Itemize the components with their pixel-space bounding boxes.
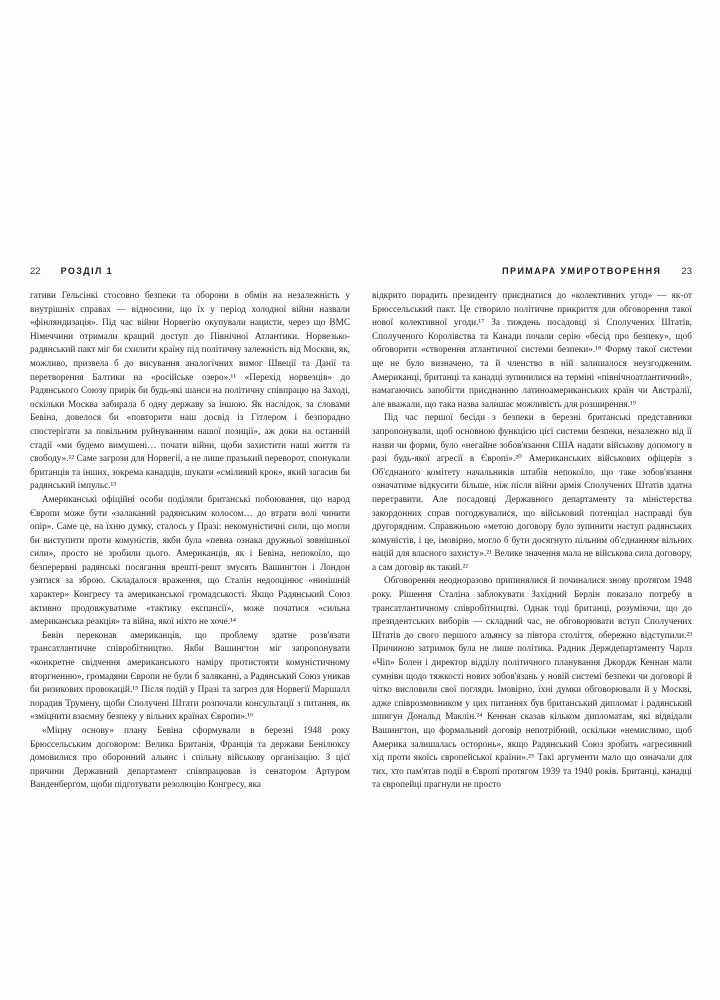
right-page-number: 23: [681, 266, 692, 277]
paragraph: відкрито порадить президенту приєднатися до «колективних угод» — як-от Брюссельський пакт. Це створило політичне прикриття для обговорення такої нової колективної угоди.¹⁷ За тиждень посадовці зі Сполучених Штатів, Сполученого Королівства та Канади почали серію «бесід про безпеку», щоб обговорити «створення атлантичної системи безпеки».¹⁸ Форму такої системи ще не було визначено, та й членство в ній залишалося неузгодженим. Американці, британці та канадці зупинилися на терміні «північноатлантичний», намагаючись запобігти приєднанню латиноамериканських країн чи Австралії, але вважали, що така назва залишає можливість для розширення.¹⁹: [372, 291, 692, 410]
paragraph: Бевін переконав американців, що проблему здатне розв'язати трансатлантичне співробітництво. Якби Вашингтон міг запропонувати «конкретне свідчення американського наміру протистояти комуністичному вторгненню», громадяни Європи не були б заляканні, а Радянський Союз уникав би ризикових провокацій.¹⁵ Після подій у Празі та загроз для Норвегії Маршалл порадив Трумену, щоби Сполучені Штати розпочали консультації з питання, як «зміцнити взаємну безпеку у вільних країнах Європи».¹⁶: [30, 630, 350, 723]
paragraph: гативи Гельсінкі стосовно безпеки та оборони в обмін на незалежність у внутрішніх справах — відносини, що їх у період холодної війни назвали «фінляндизація». Під час війни Норвегію окупували нацисти, через що ВМС Німеччини отримали кращий доступ до Північної Атлантики. Норвезько-радянський пакт міг би схилити країну під політичну залежність від Москви, як, можливо, призвела б до висування аналогічних вимог Швеції та Данії та перетворення Балтики на «російське озеро».¹¹ «Перехід норвезців» до Радянського Союзу прирік би будь-які шанси на політичну співпрацю на Заході, оскільки Москва забирала б одну державу за іншою. Як наслідок, за словами Бевіна, довелося би «повторити наш досвід із Гітлером і безпорадно спостерігати за повільним руйнуванням нашої позиції», аж доки на останній стадії «ми будемо вимушені… почати війни, щоби захистити наші життя та свободу».¹² Саме загрози для Норвегії, а не лише празький переворот, спонукали британців та інших, зокрема канадців, шукати «сміливий крок», який загасив би радянський імпульс.¹³: [30, 291, 350, 492]
right-page: [372, 266, 692, 793]
right-running-header: [372, 266, 692, 290]
left-body-text: [30, 290, 350, 793]
left-page: [30, 266, 350, 793]
paragraph: «Міцну основу» плану Бевіна сформували в березні 1948 року Брюссельським договором: Велика Британія, Франція та держави Бенілюксу домовилися про оборонний альянс і спільну військову організацію. З цієї причини Державний департамент співпрацював із сенатором Артуром Ванденбергом, щоби підготувати резолюцію Конгресу, яка: [30, 726, 350, 791]
right-book-title: ПРИМАРА УМИРОТВОРЕННЯ: [502, 266, 662, 276]
paragraph: Обговорення неодноразово припинялися й починалися знову протягом 1948 року. Рішення Сталіна заблокувати Західний Берлін показало потребу в трансатлантичному співробітництві. Однак тоді британці, розуміючи, що до президентських виборів — складний час, не обговорювати вступ Сполучених Штатів до свого першого альянсу за півтора століття, обережно відступили.²³ Причиною затримок була не лише політика. Радник Держдепартаменту Чарлз «Чіп» Болен і директор відділу політичного планування Джордж Кеннан мали сумніви щодо тяжкості нових зобов'язань у новій системі безпеки чи договорі й чітко висловили свої погляди. Імовірно, їхні думки обговорювали й у Москві, адже співрозмовником у цих питаннях був британський дипломат і радянський шпигун Дональд Маклін.²⁴ Кеннан сказав кільком дипломатам, які відвідали Вашингтон, що формальний договір непотрібний, оскільки «немислимо, щоб Америка залишалась осторонь», якщо Радянський Союз зробить «агресивний хід проти якоїсь європейської країни».²⁵ Такі аргументи мало що означали для тих, хто пам'ятав події в Європі протягом 1939 та 1940 років. Британці, канадці та європейці прагнули не просто: [372, 576, 692, 791]
paragraph: Американські офіційні особи поділяли британські побоювання, що народ Європи може бути «залаканий радянським колосом… до втрати волі чинити опір». Саме це, на їхню думку, сталось у Празі: некомуністичні сили, що могли би виступити проти комуністів, якби була «певна ознака дружньої зовнішньої сили», просто не зробили цього. Американців, як і Бевіна, непокоїло, що безперервні радянські посягання врешті-решт змусять Вашингтон і Лондон узятися за зброю. Складалося враження, що Сталін недооцінює «нинішній характер» Конгресу та американської громадськості. Якщо Радянський Союз активно продовжуватиме «тактику експансії», може початися «сильна американська реакція» та війна, якої ніхто не хоче.¹⁴: [30, 494, 350, 628]
left-chapter-title: РОЗДІЛ 1: [60, 266, 114, 276]
right-body-text: [372, 290, 692, 793]
paragraph: Під час першої бесіди з безпеки в березні британські представники запропонували, щоб основною функцією цієї системи безпеки, незалежно від її назви чи форми, було «негайне зобов'язання США надати військову допомогу в разі будь-якої агресії в Європі».²⁰ Американських військових офіцерів з Об'єднаного комітету начальників штабів непокоїло, що таке зобов'язання означатиме відкусити більше, ніж після війни армія Сполучених Штатів здатна перетравити. Але посадовці Державного департаменту та міністерства закордонних справ погоджувалися, що військовий потенціал насправді був другорядним. Справжньою «метою договору було зупинити наступ радянських комуністів, і це, імовірно, могло б бути досягнуто пільним об'єднанням вільних націй для власного захисту».²¹ Велике значення мала не військова сила договору, а сам договір як такий.²²: [372, 413, 692, 573]
left-running-header: [30, 266, 350, 290]
left-page-number: 22: [30, 266, 41, 277]
